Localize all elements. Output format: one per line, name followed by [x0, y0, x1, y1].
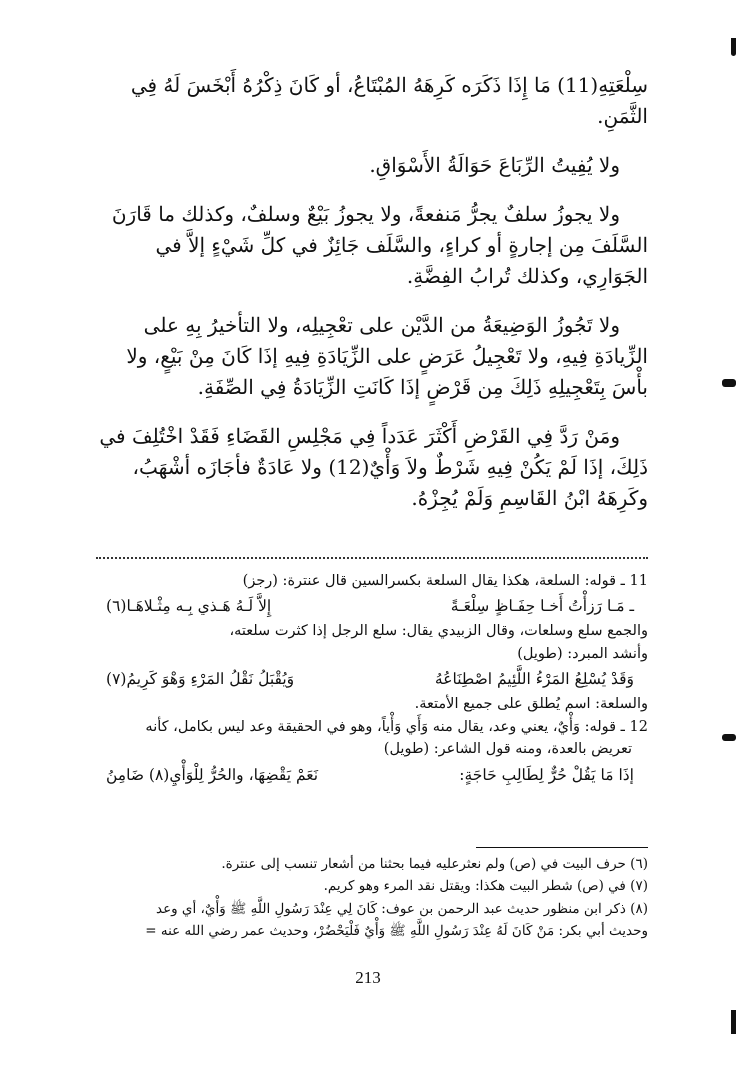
- scan-edge-mark: [722, 379, 736, 387]
- paragraph-3: ولا يجوزُ سلفٌ يجرُّ مَنفعةً، ولا يجوزُ بَيْعٌ وسلفٌ، وكذلك ما قَارَنَ السَّلَفَ مِن إجارةٍ أو كراءٍ، والسَّلَف جَائِزٌ في كلِّ شَيْءٍ إلاَّ في الجَوَارِي، وكذلك تُرابُ الفِضَّةِ.: [111, 202, 648, 288]
- scan-edge-mark: [722, 734, 736, 741]
- footnote-6: (٦) حرف البيت في (ص) ولم نعثرعليه فيما بحثنا من أشعار تنسب إلى عنترة.: [221, 856, 648, 872]
- note-12-line-1: 12 ـ قوله: وَأْيٌ، يعني وعد، يقال منه وَأَي وَأْياً، وهو في الحقيقة وعد ليس بكامل، كأنه: [145, 718, 648, 735]
- note-11-verse-1: [96, 592, 648, 620]
- footnote-7: (٧) في (ص) شطر البيت هكذا: ويقتل نقد المرء وهو كريم.: [323, 878, 648, 895]
- verse-hemistich: وَيُقْبَلُ نَقْلُ المَرْءِ وَهْوَ كَرِيمُ(٧): [106, 670, 295, 689]
- note-11-line-4: والسلعة: اسم يُطلق على جميع الأمتعة.: [414, 696, 648, 713]
- paragraph-4: ولا تَجُوزُ الوَضِيعَةُ من الدَّيْن على تعْجِيلِه، ولا التأخيرُ بِهِ على الزِّيادَةِ فِيهِ، ولا تَعْجِيلُ عَرَضٍ على الزِّيَادَةِ فِيهِ إذَا كَانَ مِنْ بَيْعٍ، ولا بأْسَ بِتَعْجِيلِهِ ذَلِكَ مِن قَرْضٍ إذَا كَانَتِ الزِّيَادَةُ فِي الصِّفَةِ.: [126, 313, 648, 399]
- footnote-rule: [476, 847, 648, 848]
- footnotes: [96, 853, 648, 942]
- note-12-line-2: تعريض بالعدة، ومنه قول الشاعر: (طويل): [383, 741, 632, 758]
- page-number: 213: [355, 968, 381, 987]
- paragraph-2: ولا يُفِيتُ الرِّبَاعَ حَوَالَةُ الأَسْوَاقِ.: [369, 153, 620, 177]
- note-11-line-1: 11 ـ قوله: السلعة، هكذا يقال السلعة بكسرالسين قال عنترة: (رجز): [242, 573, 648, 589]
- dotted-divider: [96, 557, 648, 559]
- footnote-8-line-1: (٨) ذكر ابن منظور حديث عبد الرحمن بن عوف: كَانَ لِي عِنْدَ رَسُولِ اللَّهِ ﷺ وَأْيٌ، أي وعد: [155, 900, 648, 917]
- verse-hemistich: نَعَمْ يَقْضِهَا، والحُرُّ لِلْوَأْيِ(٨) ضَامِنُ: [106, 765, 319, 784]
- verse-hemistich: وَقَدْ يُسْلِعُ المَرْءُ اللَّئِيمُ اصْطِنَاعُهُ: [434, 670, 634, 689]
- note-11-line-2: والجمع سلع وسلعات، وقال الزبيدي يقال: سلع الرجل إذا كثرت سلعته،: [229, 623, 648, 640]
- paragraph-5: ومَنْ رَدَّ فِي القَرْضِ أَكْثَرَ عَدَداً فِي مَجْلِسِ القَضَاءِ فَقَدْ اخْتُلِفَ في ذَلِكَ، إذَا لَمْ يَكُنْ فِيهِ شَرْطٌ ولاَ وَأْيٌ(12) ولا عَادَةٌ فأجَازَه أشْهَبُ، وكَرِهَهُ ابْنُ القَاسِمِ وَلَمْ يُجِزْهُ.: [99, 424, 648, 510]
- verse-hemistich: إذَا مَا يَقُلْ حُرٌّ لِطَالِبِ حَاجَةٍ:: [459, 765, 634, 784]
- scan-edge-mark: [731, 38, 736, 56]
- paragraph-1: سِلْعَتِهِ(11) مَا إِذَا ذَكَرَه كَرِهَهُ المُبْتَاعُ، أو كَانَ ذِكْرُهُ أَبْخَسَ لَهُ فِي الثَّمَنِ.: [130, 73, 648, 128]
- main-text: [96, 70, 648, 532]
- note-12-verse: [96, 761, 648, 789]
- verse-hemistich: ـ مَـا رَزأْتُ أَخـا حِفَـاظٍ سِلْعَـةً: [450, 597, 634, 616]
- commentary-notes: [96, 570, 648, 789]
- note-11-verse-2: [96, 665, 648, 693]
- scan-edge-mark: [731, 1010, 736, 1034]
- footnote-8-line-2: وحديث أبي بكر: مَنْ كَانَ لَهُ عِنْدَ رَسُولِ اللَّهِ ﷺ وَأْيٌ فَلْيَحْضُرْ، وحديث عمر رضي الله عنه =: [145, 922, 648, 939]
- note-11-line-3: وأنشد المبرد: (طويل): [517, 645, 648, 662]
- verse-hemistich: إِلاَّ لَـهُ هَـذي بِـه مِثْـلاهَـا(٦): [106, 597, 272, 616]
